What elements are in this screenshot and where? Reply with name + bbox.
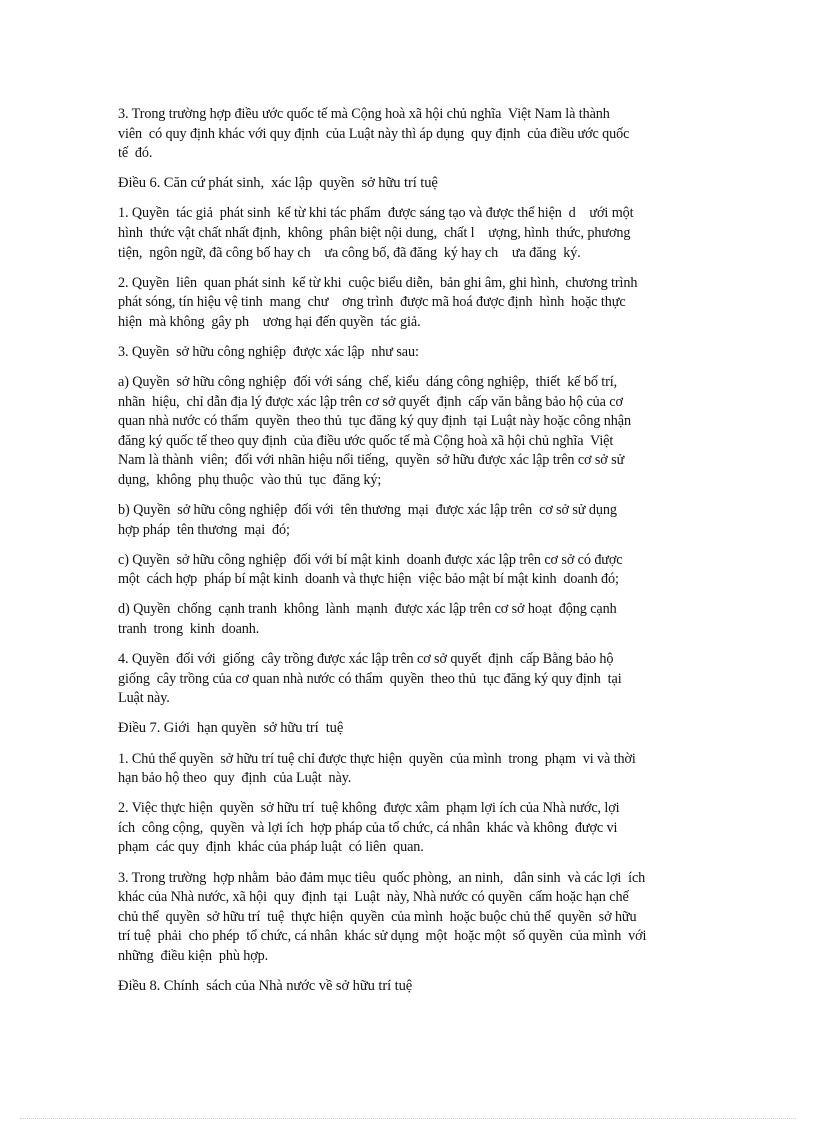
text-line: ích công cộng, quyền và lợi ích hợp pháp của tổ chức, cá nhân khác và không được vi	[118, 819, 618, 836]
text-line: 2. Việc thực hiện quyền sở hữu trí tuệ không được xâm phạm lợi ích của Nhà nước, lợi	[118, 800, 620, 817]
text-line: những điều kiện phù hợp.	[118, 947, 269, 964]
article-heading	[118, 174, 718, 194]
text-line: đăng ký quốc tế theo quy định của điều ước quốc tế mà Cộng hoà xã hội chủ nghĩa Việt	[118, 432, 614, 449]
text-line: a) Quyền sở hữu công nghiệp đối với sáng chế, kiểu dáng công nghiệp, thiết kế bố trí,	[118, 374, 618, 391]
paragraph	[118, 373, 718, 491]
text-line: phạm các quy định khác của pháp luật có liên quan.	[118, 839, 424, 856]
document-page	[118, 105, 718, 1007]
paragraph	[118, 869, 718, 967]
text-line: tế đó.	[118, 145, 153, 162]
text-line: Luật này.	[118, 690, 170, 707]
paragraph	[118, 799, 718, 858]
text-line: Điều 8. Chính sách của Nhà nước về sở hữu trí tuệ	[118, 977, 413, 994]
article-heading	[118, 977, 718, 997]
text-line: Điều 6. Căn cứ phát sinh, xác lập quyền sở hữu trí tuệ	[118, 175, 438, 192]
paragraph	[118, 650, 718, 709]
text-line: hình thức vật chất nhất định, không phân biệt nội dung, chất l ượng, hình thức, phương	[118, 224, 631, 241]
paragraph	[118, 750, 718, 789]
text-line: 1. Chủ thể quyền sở hữu trí tuệ chỉ được thực hiện quyền của mình trong phạm vi và thời	[118, 750, 636, 767]
paragraph	[118, 274, 718, 333]
text-line: 1. Quyền tác giả phát sinh kể từ khi tác phẩm được sáng tạo và được thể hiện d ưới một	[118, 205, 634, 222]
paragraph	[118, 600, 718, 639]
text-line: hợp pháp tên thương mại đó;	[118, 521, 290, 538]
text-line: quan nhà nước có thẩm quyền theo thủ tục đăng ký quy định tại Luật này hoặc công nhận	[118, 413, 631, 430]
text-line: dụng, không phụ thuộc vào thủ tục đăng ký;	[118, 472, 382, 488]
text-line: c) Quyền sở hữu công nghiệp đối với bí mật kinh doanh được xác lập trên cơ sở có được	[118, 551, 623, 568]
text-line: Điều 7. Giới hạn quyền sở hữu trí tuệ	[118, 720, 344, 737]
page-boundary-divider	[20, 1118, 796, 1119]
paragraph	[118, 343, 718, 363]
text-line: tranh trong kinh doanh.	[118, 621, 260, 638]
text-line: d) Quyền chống cạnh tranh không lành mạnh được xác lập trên cơ sở hoạt động cạnh	[118, 601, 617, 618]
text-line: phát sóng, tín hiệu vệ tinh mang chư ơng trình được mã hoá được định hình hoặc thực	[118, 294, 626, 311]
text-line: viên có quy định khác với quy định của Luật này thì áp dụng quy định của điều ước quốc	[118, 125, 630, 142]
text-line: 3. Trong trường hợp nhằm bảo đảm mục tiêu quốc phòng, an ninh, dân sinh và các lợi ích	[118, 869, 646, 886]
text-line: tiện, ngôn ngữ, đã công bố hay ch ưa công bố, đã đăng ký hay ch ưa đăng ký.	[118, 244, 581, 261]
text-line: khác của Nhà nước, xã hội quy định tại Luật này, Nhà nước có quyền cấm hoặc hạn chế	[118, 889, 629, 906]
text-line: chủ thể quyền sở hữu trí tuệ thực hiện quyền của mình hoặc buộc chủ thể quyền sở hữu	[118, 908, 637, 925]
text-line: giống cây trồng của cơ quan nhà nước có thẩm quyền theo thủ tục đăng ký quy định tại	[118, 670, 622, 687]
text-line: 2. Quyền liên quan phát sinh kể từ khi cuộc biểu diễn, bản ghi âm, ghi hình, chương trình	[118, 274, 638, 291]
paragraph	[118, 501, 718, 540]
text-line: hạn bảo hộ theo quy định của Luật này.	[118, 770, 352, 787]
text-line: một cách hợp pháp bí mật kinh doanh và thực hiện việc bảo mật bí mật kinh doanh đó;	[118, 571, 619, 588]
text-line: Nam là thành viên; đối với nhãn hiệu nổi tiếng, quyền sở hữu được xác lập trên cơ sở sử	[118, 452, 625, 469]
text-line: hiện mà không gây ph ương hại đến quyền tác giả.	[118, 313, 421, 330]
article-heading	[118, 719, 718, 739]
text-line: 4. Quyền đối với giống cây trồng được xác lập trên cơ sở quyết định cấp Bằng bảo hộ	[118, 651, 614, 668]
text-line: 3. Quyền sở hữu công nghiệp được xác lập như sau:	[118, 343, 419, 360]
paragraph	[118, 204, 718, 263]
paragraph	[118, 105, 718, 164]
text-line: 3. Trong trường hợp điều ước quốc tế mà Cộng hoà xã hội chủ nghĩa Việt Nam là thành	[118, 106, 610, 122]
paragraph	[118, 551, 718, 590]
text-line: nhãn hiệu, chỉ dẫn địa lý được xác lập trên cơ sở quyết định cấp văn bằng bảo hộ của cơ	[118, 393, 623, 410]
text-line: b) Quyền sở hữu công nghiệp đối với tên thương mại được xác lập trên cơ sở sử dụng	[118, 502, 617, 519]
text-line: trí tuệ phải cho phép tổ chức, cá nhân khác sử dụng một hoặc một số quyền của mình với	[118, 928, 647, 945]
